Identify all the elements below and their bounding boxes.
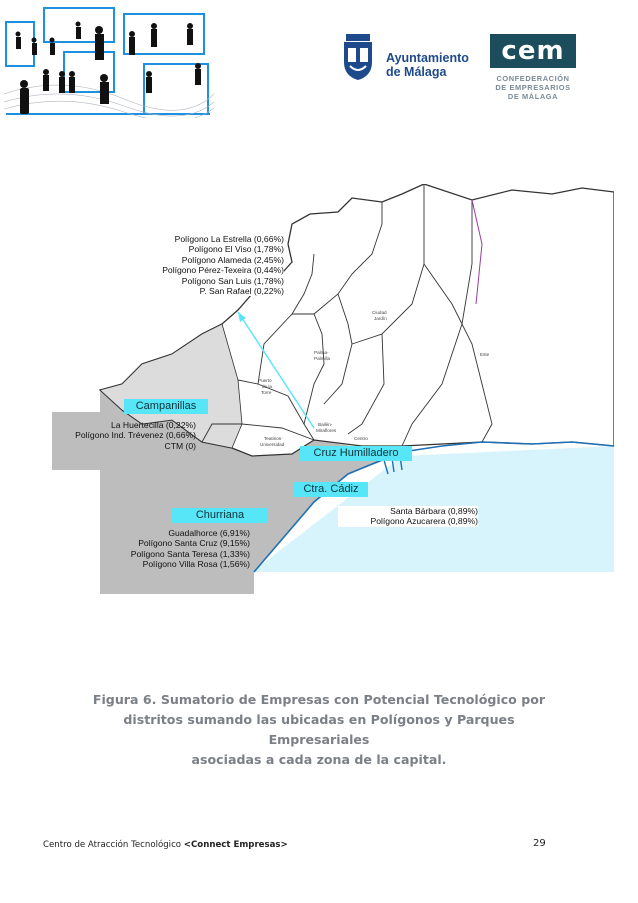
footer-prefix: Centro de Atracción Tecnológico xyxy=(43,840,184,850)
district-ciudad-jardin-2: Jardín xyxy=(374,316,387,321)
footer-bold: <Connect Empresas> xyxy=(183,840,288,850)
callout-west-item: CTM (0) xyxy=(164,440,196,451)
caption-line-2: distritos sumando las ubicadas en Polígonos y Parques Empresariales xyxy=(123,712,515,747)
cem-sub-line-2: DE EMPRESARIOS xyxy=(495,83,571,92)
district-teatinos-2: Universidad xyxy=(260,442,285,447)
figure-caption xyxy=(80,690,558,770)
tag-churriana: Churriana xyxy=(172,508,268,523)
caption-line-3: asociadas a cada zona de la capital. xyxy=(191,752,447,767)
district-centro: Centro xyxy=(354,436,368,441)
district-puerto-1: Puerto xyxy=(258,378,272,383)
district-palma-1: Palma- xyxy=(314,350,329,355)
callout-southwest xyxy=(112,528,250,570)
ayuntamiento-line-1: Ayuntamiento xyxy=(386,51,469,65)
caption-line-1: Figura 6. Sumatorio de Empresas con Potencial Tecnológico por xyxy=(92,692,546,707)
malaga-shield-icon xyxy=(338,32,378,82)
district-puerto-2: de la xyxy=(262,384,272,389)
cem-sub-line-3: DE MÁLAGA xyxy=(507,92,559,101)
callout-north-item: Polígono San Luis (1,78%) xyxy=(181,275,284,286)
district-map xyxy=(52,184,614,594)
callout-west-item: Polígono Ind. Trévenez (0,66%) xyxy=(75,430,196,441)
page-number: 29 xyxy=(533,838,546,849)
callout-southwest-item: Polígono Santa Cruz (9,15%) xyxy=(138,538,250,549)
callout-southeast-item: Polígono Azucarera (0,89%) xyxy=(370,516,478,527)
callout-southwest-item: Polígono Santa Teresa (1,33%) xyxy=(130,548,250,559)
district-este: Este xyxy=(480,352,490,357)
district-bailen-1: Bailén- xyxy=(318,422,333,427)
callout-north xyxy=(138,234,284,296)
callout-north-item: Polígono La Estrella (0,66%) xyxy=(174,234,284,244)
tag-campanillas: Campanillas xyxy=(124,399,208,414)
callout-north-item: P. San Rafael (0,22%) xyxy=(199,286,284,297)
district-palma-2: Palmilla xyxy=(314,356,331,361)
callout-southeast xyxy=(338,506,478,527)
cem-logo xyxy=(488,34,578,104)
district-bailen-2: Miraflores xyxy=(316,428,337,433)
callout-north-item: Polígono Pérez-Texeira (0,44%) xyxy=(162,265,284,276)
callout-north-item: Polígono Alameda (2,45%) xyxy=(181,254,284,265)
callout-southeast-item: Santa Bárbara (0,89%) xyxy=(390,506,478,516)
district-puerto-3: Torre xyxy=(261,390,272,395)
district-teatinos-1: Teatinos- xyxy=(264,436,283,441)
header-illustration xyxy=(4,4,214,118)
callout-southwest-item: Guadalhorce (6,91%) xyxy=(168,528,250,538)
callout-north-item: Polígono El Viso (1,78%) xyxy=(188,244,284,255)
district-ciudad-jardin-1: Ciudad xyxy=(372,310,387,315)
callout-southwest-item: Polígono Villa Rosa (1,56%) xyxy=(142,559,250,570)
ayuntamiento-logo xyxy=(338,30,478,90)
callout-west-item: La Huertecilla (0,22%) xyxy=(110,420,196,430)
tag-ctra-cadiz: Ctra. Cádiz xyxy=(294,482,368,497)
cem-mark: cem xyxy=(490,34,576,68)
footer-title xyxy=(43,840,288,850)
callout-west xyxy=(60,420,196,451)
ayuntamiento-line-2: de Málaga xyxy=(386,65,447,79)
cem-sub-line-1: CONFEDERACIÓN xyxy=(496,74,570,83)
tag-cruz-humilladero: Cruz Humilladero xyxy=(300,446,412,461)
